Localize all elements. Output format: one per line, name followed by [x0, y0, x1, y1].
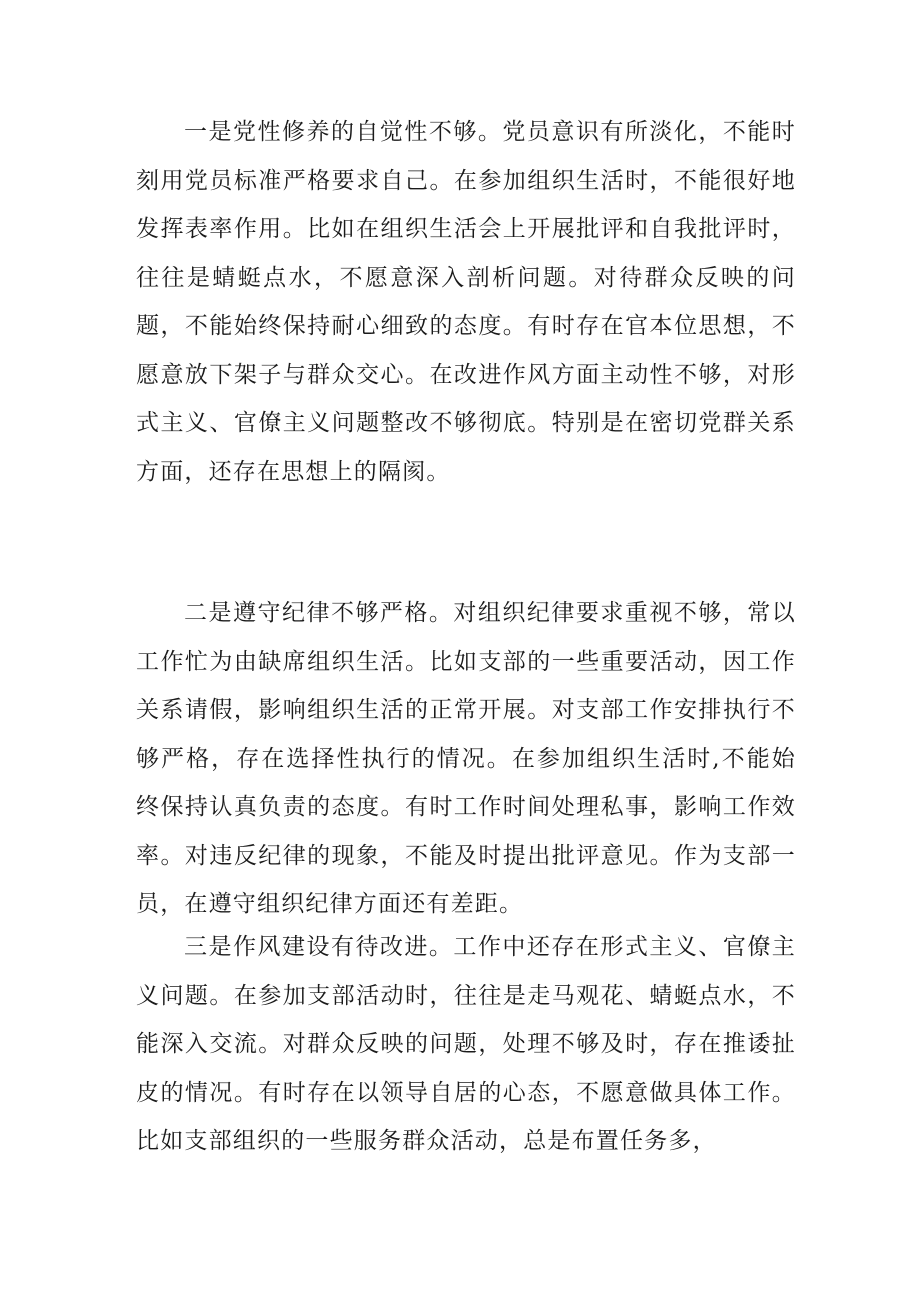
paragraph-discipline: 二是遵守纪律不够严格。对组织纪律要求重视不够，常以工作忙为由缺席组织生活。比如支部的一些重要活动，因工作关系请假，影响组织生活的正常开展。对支部工作安排执行不够严格，存在选择性执行的情况。在参加组织生活时,不能始终保持认真负责的态度。有时工作时间处理私事，影响工作效率。对违反纪律的现象，不能及时提出批评意见。作为支部一员，在遵守组织纪律方面还有差距。 — [136, 600, 796, 917]
paragraph-work-style: 三是作风建设有待改进。工作中还存在形式主义、官僚主义问题。在参加支部活动时，往往是走马观花、蜻蜓点水，不能深入交流。对群众反映的问题，处理不够及时，存在推诿扯皮的情况。有时存在以领导自居的心态，不愿意做具体工作。比如支部组织的一些服务群众活动，总是布置任务多， — [136, 934, 796, 1154]
paragraph-party-spirit: 一是党性修养的自觉性不够。党员意识有所淡化，不能时刻用党员标准严格要求自己。在参加组织生活时，不能很好地发挥表率作用。比如在组织生活会上开展批评和自我批评时，往往是蜻蜓点水，不愿意深入剖析问题。对待群众反映的问题，不能始终保持耐心细致的态度。有时存在官本位思想，不愿意放下架子与群众交心。在改进作风方面主动性不够，对形式主义、官僚主义问题整改不够彻底。特别是在密切党群关系方面，还存在思想上的隔阂。 — [136, 119, 796, 485]
